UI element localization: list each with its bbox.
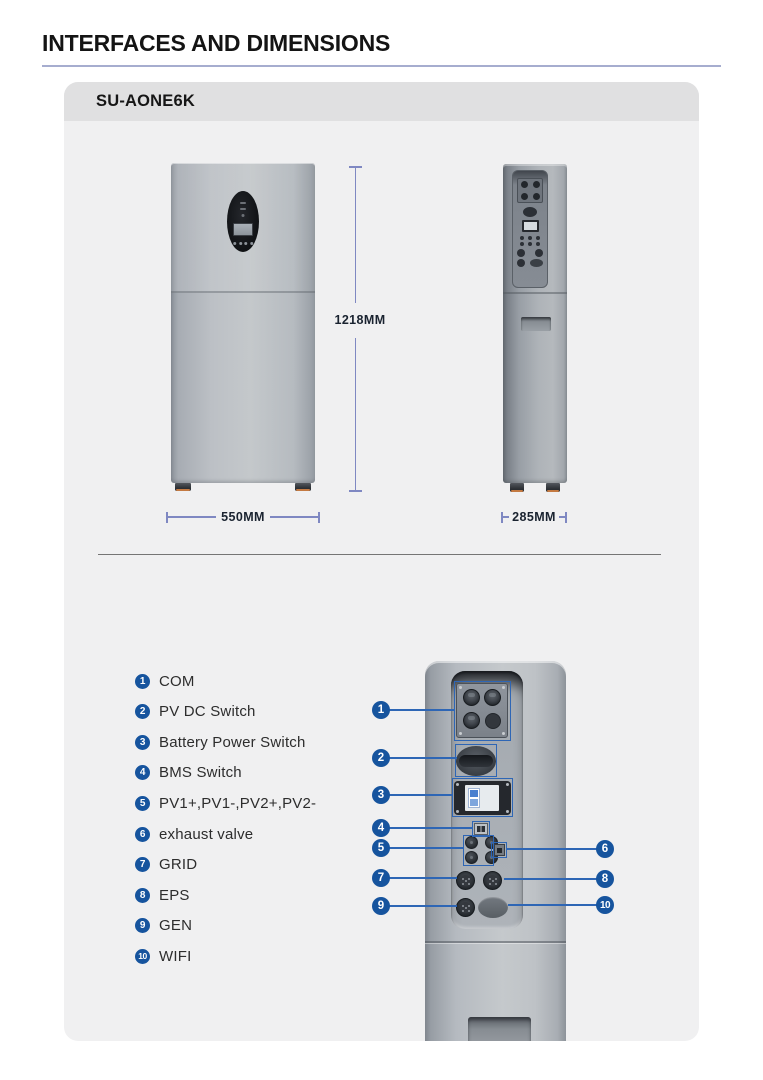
height-dim-cap-bottom [349,490,362,492]
legend-number-badge: 8 [135,888,150,903]
eps-connector [483,871,502,890]
highlight-box-exhaust [491,842,507,858]
legend-number-badge: 5 [135,796,150,811]
handle-recess [521,317,551,331]
highlight-box-pv-dc-switch [455,744,497,777]
list-item [135,697,316,728]
model-name: SU-AONE6K [96,92,195,110]
breaker-display-mini [522,220,539,232]
callout-line-10 [508,904,597,906]
legend-number-badge: 7 [135,857,150,872]
section-divider [98,554,661,555]
highlight-box-com [454,681,511,741]
list-item [135,941,316,972]
callout-badge-9: 9 [372,897,390,915]
list-item [135,880,316,911]
callout-badge-7: 7 [372,869,390,887]
front-view-illustration [171,163,315,483]
legend-number-badge: 10 [135,949,150,964]
side-view-illustration [503,164,567,483]
legend-label: COM [159,672,195,690]
depth-dim-line [501,516,509,518]
model-card [64,82,699,1041]
width-dim-cap-right [318,512,320,523]
list-item [135,666,316,697]
cabinet-seam [425,941,566,943]
callout-badge-4: 4 [372,819,390,837]
legend-label: GEN [159,917,193,935]
callout-line-7 [389,877,457,879]
list-item [135,849,316,880]
width-dim-line [166,516,216,518]
callout-badge-5: 5 [372,839,390,857]
device-foot [295,483,311,491]
interface-legend [135,666,316,971]
callout-line-4 [389,827,473,829]
grid-eps-mini [517,249,543,257]
highlight-box-battery-switch [452,778,513,817]
callout-line-5 [389,847,464,849]
callout-line-2 [389,757,457,759]
callout-badge-2: 2 [372,749,390,767]
height-dim-line [355,338,357,491]
gen-wifi-mini [517,259,543,267]
grid-connector [456,871,475,890]
indicator-led [240,202,246,204]
callout-badge-10: 10 [596,896,614,914]
front-display-panel [227,191,259,252]
legend-number-badge: 9 [135,918,150,933]
height-dim-label: 1218MM [334,313,386,327]
legend-number-badge: 6 [135,827,150,842]
callout-line-6 [507,848,597,850]
callout-badge-1: 1 [372,701,390,719]
device-foot [510,483,524,492]
legend-label: PV DC Switch [159,703,256,721]
list-item [135,758,316,789]
cabinet-seam [503,292,567,294]
list-item [135,788,316,819]
indicator-led [242,214,245,217]
lcd-screen [233,223,253,236]
callout-badge-8: 8 [596,870,614,888]
title-underline [42,65,721,67]
legend-label: BMS Switch [159,764,242,782]
page-title: INTERFACES AND DIMENSIONS [42,30,391,56]
width-dim-label: 550MM [221,510,265,524]
depth-dim-cap-right [565,512,567,523]
height-dim-line [355,167,357,303]
panel-buttons [233,242,253,245]
callout-line-1 [389,709,455,711]
callout-line-9 [389,905,457,907]
com-ports-mini [517,178,543,203]
width-dim-line [270,516,320,518]
legend-label: WIFI [159,947,192,965]
dc-switch-mini [523,207,537,217]
interface-closeup-illustration [425,661,566,1041]
device-foot [546,483,560,492]
legend-label: exhaust valve [159,825,254,843]
legend-number-badge: 4 [135,765,150,780]
pv-terminals-mini [519,236,541,246]
side-interface-panel [512,170,548,288]
list-item [135,910,316,941]
callout-badge-3: 3 [372,786,390,804]
legend-label: EPS [159,886,190,904]
device-foot [175,483,191,491]
list-item [135,819,316,850]
legend-number-badge: 1 [135,674,150,689]
wifi-port-cover [478,897,508,918]
legend-label: PV1+,PV1-,PV2+,PV2- [159,794,317,812]
highlight-box-pv-terminals [463,835,494,866]
card-header [64,82,699,121]
callout-badge-6: 6 [596,840,614,858]
handle-recess [468,1017,531,1041]
legend-number-badge: 2 [135,704,150,719]
callout-line-3 [389,794,453,796]
indicator-led [240,208,246,210]
callout-line-8 [504,878,597,880]
depth-dim-label: 285MM [512,510,556,524]
legend-number-badge: 3 [135,735,150,750]
legend-label: GRID [159,856,198,874]
legend-label: Battery Power Switch [159,733,306,751]
list-item [135,727,316,758]
gen-connector [456,898,475,917]
